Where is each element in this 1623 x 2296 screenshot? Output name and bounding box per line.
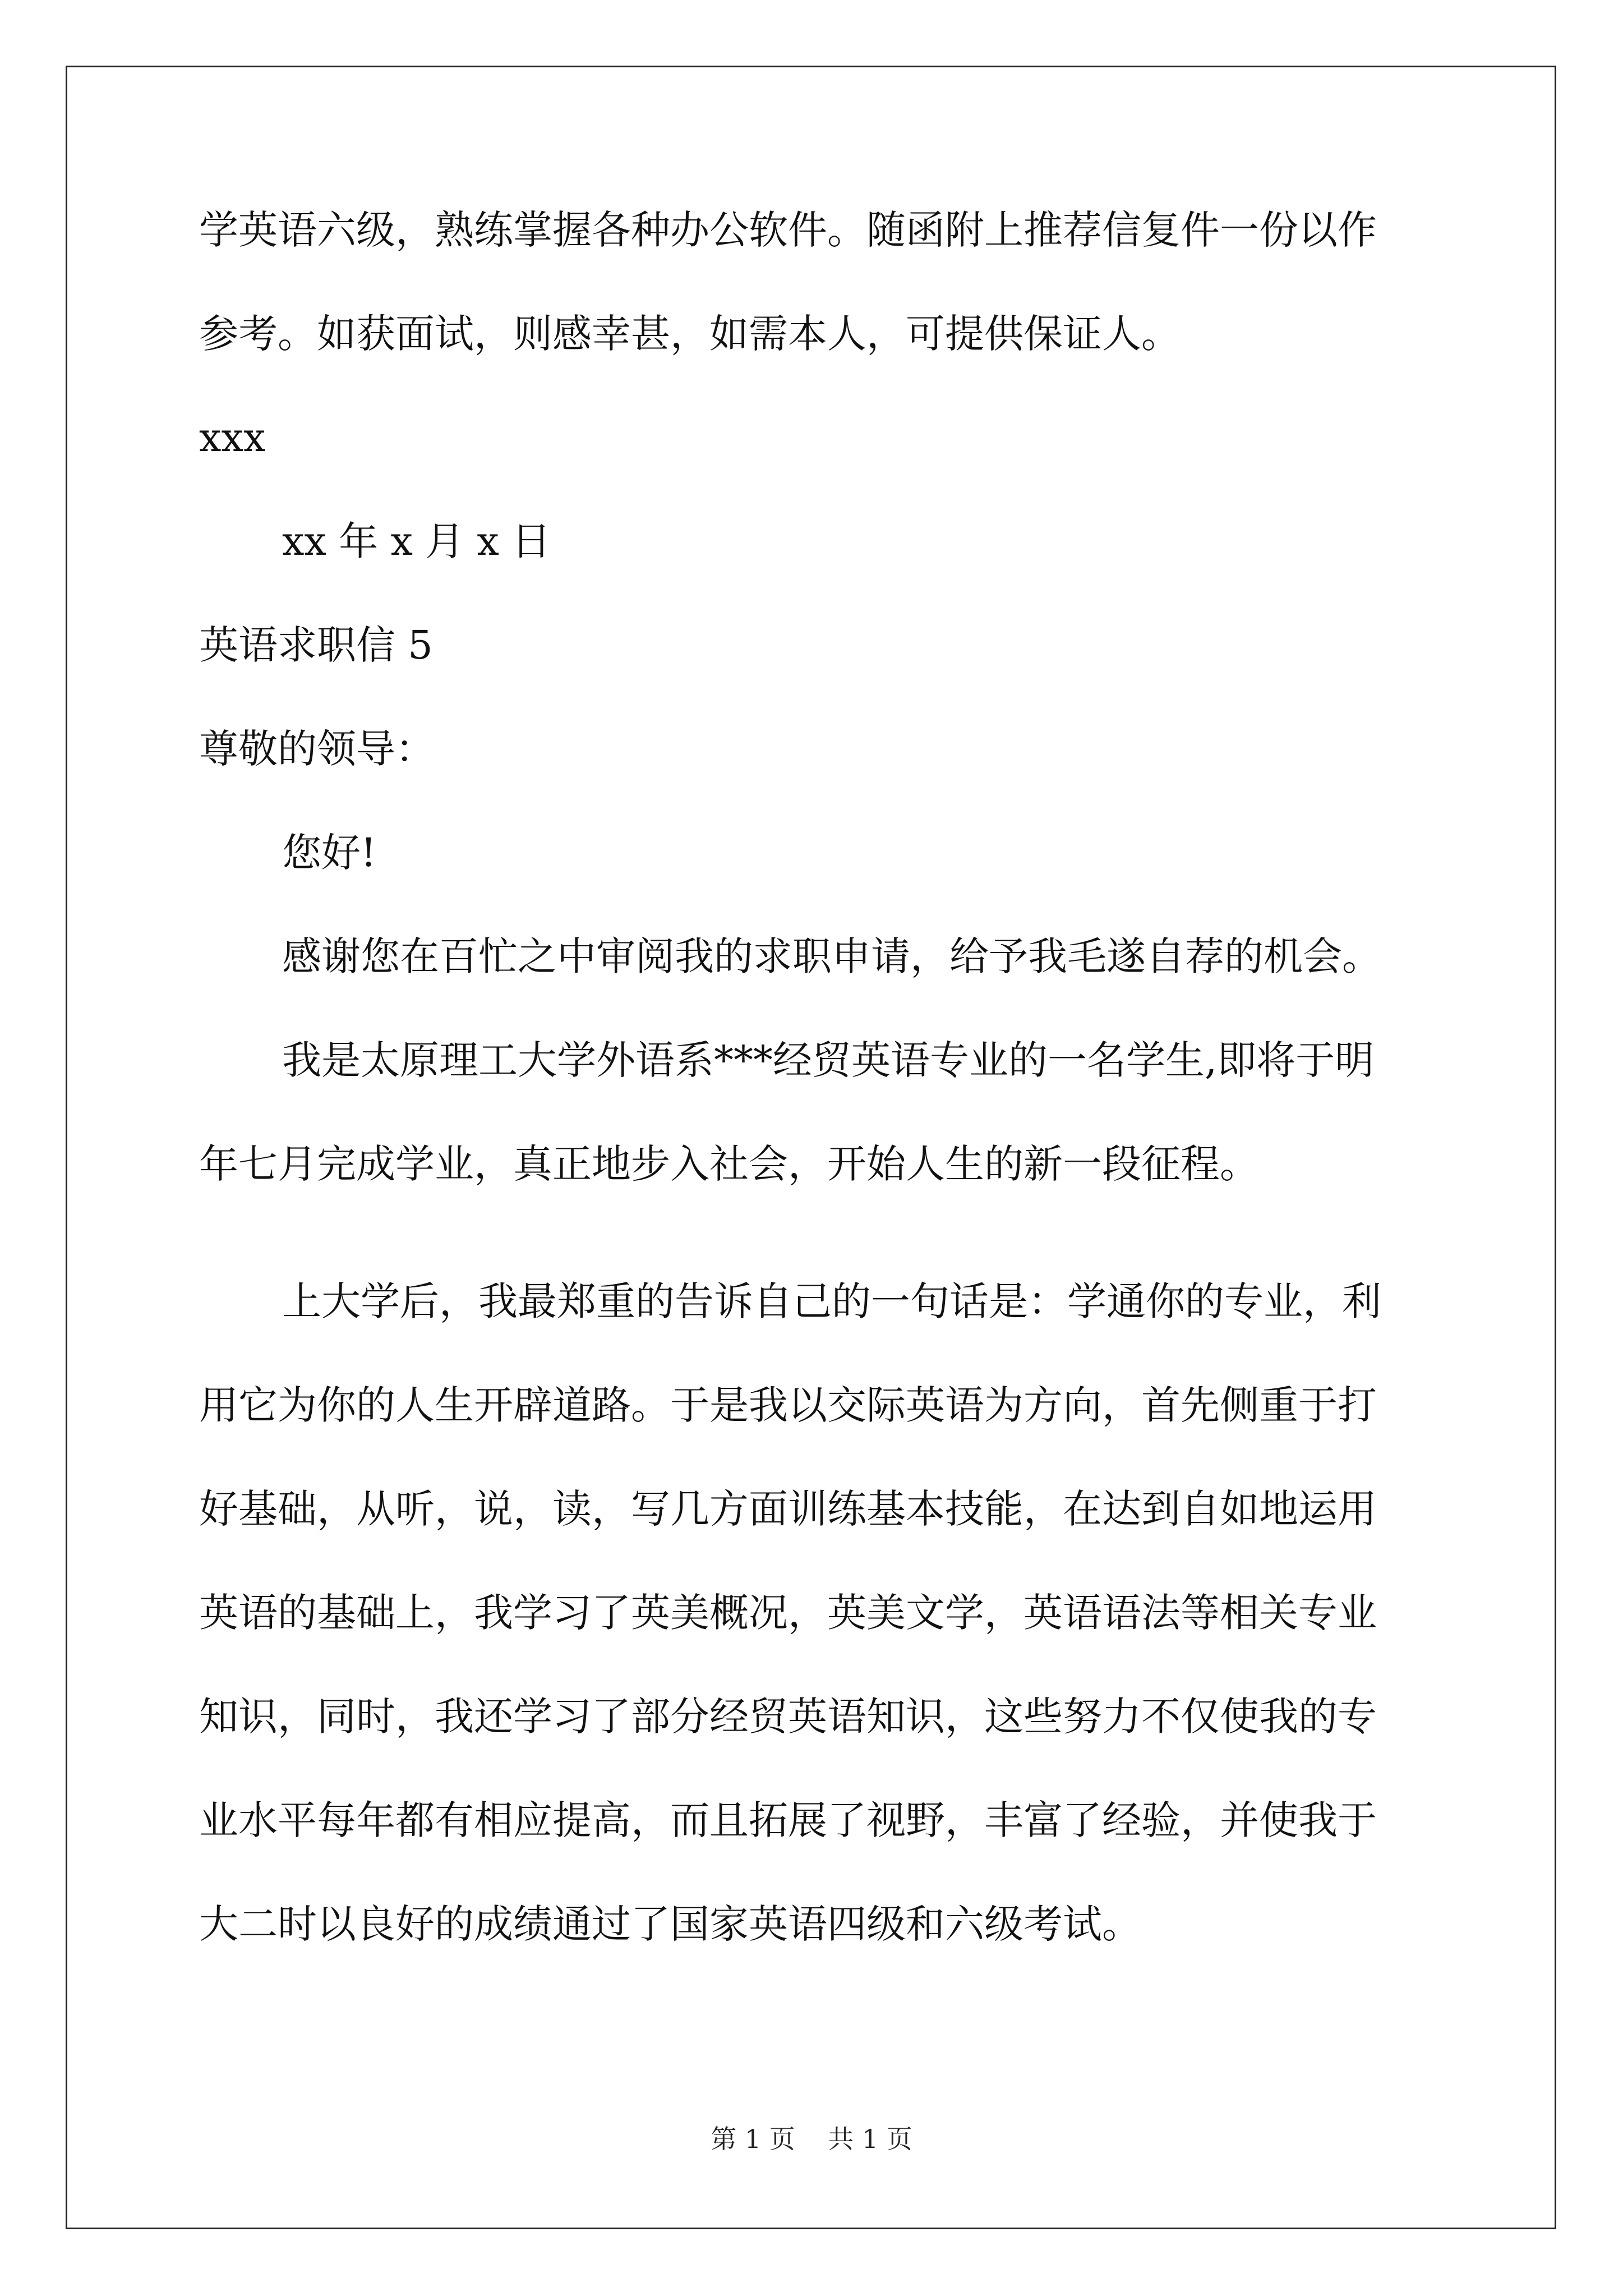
signature-name: xxx xyxy=(199,415,266,461)
body-line: 知识，同时，我还学习了部分经贸英语知识，这些努力不仅使我的专 xyxy=(199,1694,1377,1740)
body-line: 英语的基础上，我学习了英美概况，英美文学，英语语法等相关专业 xyxy=(199,1590,1377,1636)
body-line: 用它为你的人生开辟道路。于是我以交际英语为方向，首先侧重于打 xyxy=(199,1382,1377,1428)
greeting: 您好! xyxy=(282,830,377,876)
page-footer: 第 1 页 共 1 页 xyxy=(711,2124,912,2154)
body-line: 大二时以良好的成绩通过了国家英语四级和六级考试。 xyxy=(199,1901,1141,1947)
signature-date: xx 年 x 月 x 日 xyxy=(282,518,551,564)
body-line: 上大学后，我最郑重的告诉自己的一句话是：学通你的专业，利 xyxy=(282,1278,1381,1324)
body-line: 感谢您在百忙之中审阅我的求职申请，给予我毛遂自荐的机会。 xyxy=(282,933,1381,979)
salutation: 尊敬的领导： xyxy=(199,726,435,772)
body-line: 参考。如获面试，则感幸甚，如需本人，可提供保证人。 xyxy=(199,311,1181,357)
letter-title: 英语求职信 5 xyxy=(199,622,433,668)
body-line: 我是太原理工大学外语系***经贸英语专业的一名学生,即将于明 xyxy=(282,1037,1375,1083)
body-line: 学英语六级，熟练掌握各种办公软件。随函附上推荐信复件一份以作 xyxy=(199,207,1377,253)
body-line: 年七月完成学业，真正地步入社会，开始人生的新一段征程。 xyxy=(199,1141,1259,1187)
body-line: 业水平每年都有相应提高，而且拓展了视野，丰富了经验，并使我于 xyxy=(199,1797,1377,1843)
body-line: 好基础，从听，说，读，写几方面训练基本技能，在达到自如地运用 xyxy=(199,1486,1377,1532)
